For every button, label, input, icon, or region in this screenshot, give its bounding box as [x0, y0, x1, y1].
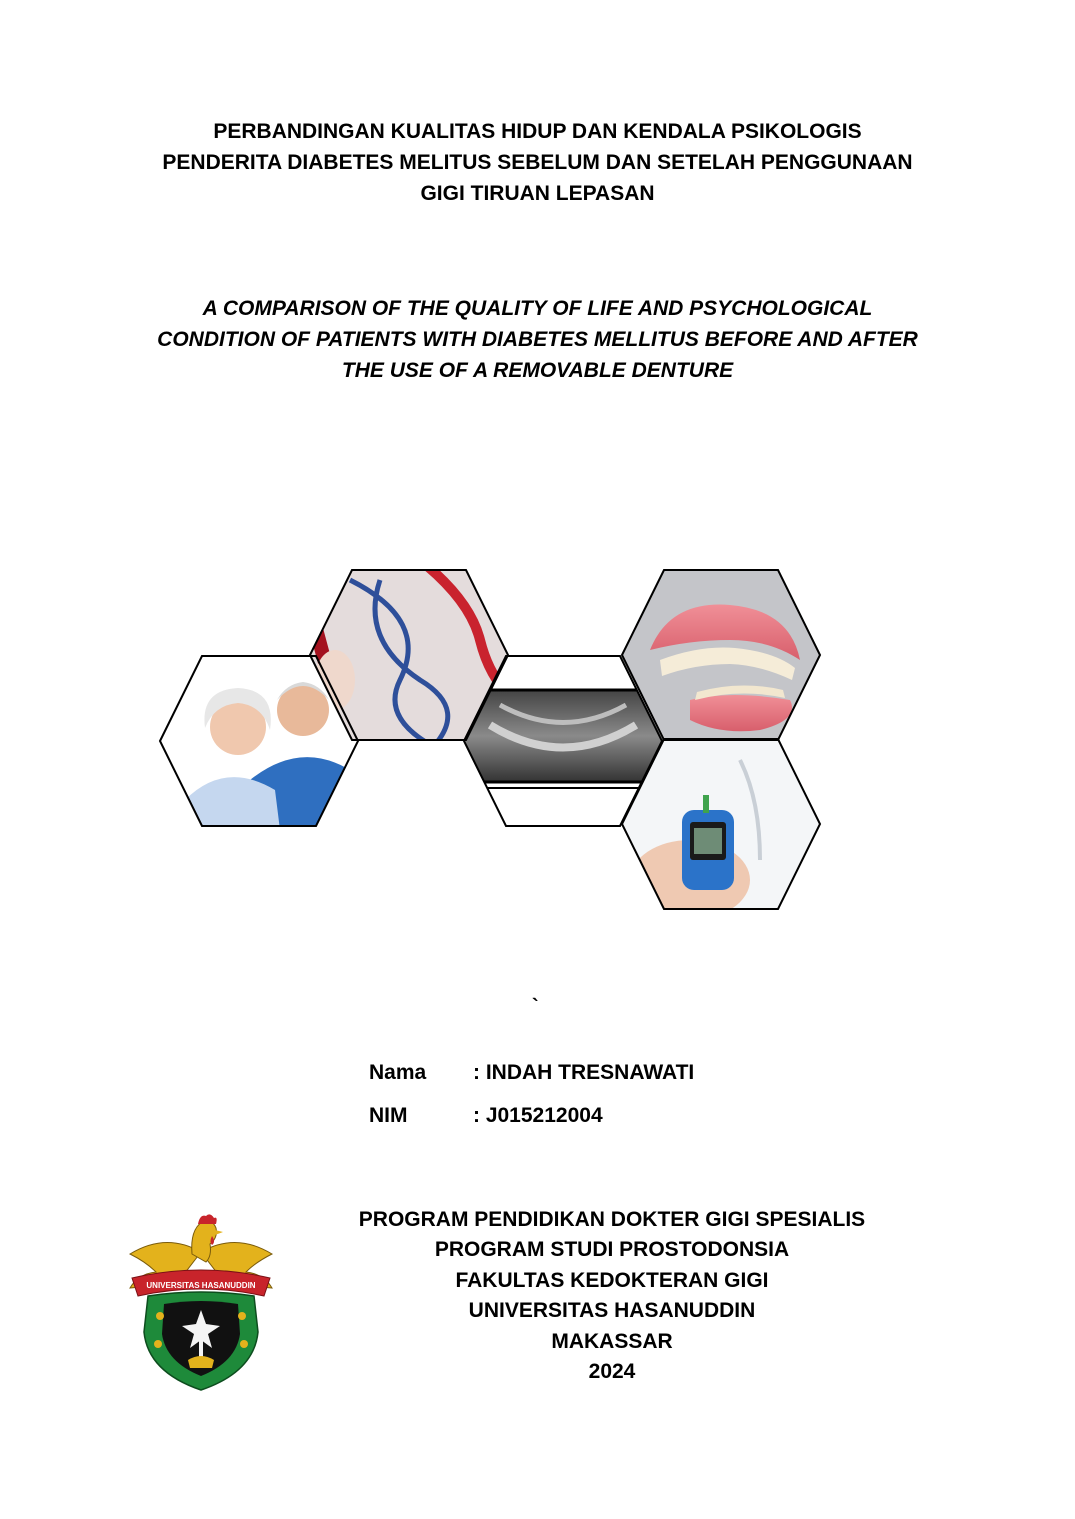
name-value: : INDAH TRESNAWATI: [473, 1061, 695, 1084]
institution-line: PROGRAM STUDI PROSTODONSIA: [434, 1238, 790, 1262]
stray-mark: `: [532, 996, 539, 1018]
nim-row: [369, 1104, 603, 1128]
institution-line: FAKULTAS KEDOKTERAN GIGI: [455, 1268, 769, 1292]
institution-year: 2024: [588, 1360, 636, 1384]
title-english-line: A COMPARISON OF THE QUALITY OF LIFE AND PSYCHOLOGICAL: [202, 297, 873, 320]
institution-block: [300, 1205, 924, 1387]
nim-label: NIM: [369, 1104, 408, 1127]
name-row: [369, 1061, 694, 1085]
nim-value: : J015212004: [473, 1104, 603, 1127]
logo-banner-text: UNIVERSITAS HASANUDDIN: [146, 1281, 256, 1290]
title-indonesian-line: GIGI TIRUAN LEPASAN: [420, 182, 655, 205]
title-english-line: CONDITION OF PATIENTS WITH DIABETES MELLITUS BEFORE AND AFTER: [157, 328, 918, 351]
title-indonesian-line: PENDERITA DIABETES MELITUS SEBELUM DAN SETELAH PENGGUNAAN: [162, 151, 913, 174]
institution-line: PROGRAM PENDIDIKAN DOKTER GIGI SPESIALIS: [358, 1208, 866, 1231]
institution-line: MAKASSAR: [551, 1329, 673, 1353]
institution-line: UNIVERSITAS HASANUDDIN: [468, 1299, 756, 1323]
title-english-line: THE USE OF A REMOVABLE DENTURE: [341, 359, 734, 382]
title-indonesian-line: PERBANDINGAN KUALITAS HIDUP DAN KENDALA PSIKOLOGIS: [213, 120, 862, 143]
name-label: Nama: [369, 1061, 427, 1084]
university-logo: [126, 1212, 276, 1394]
